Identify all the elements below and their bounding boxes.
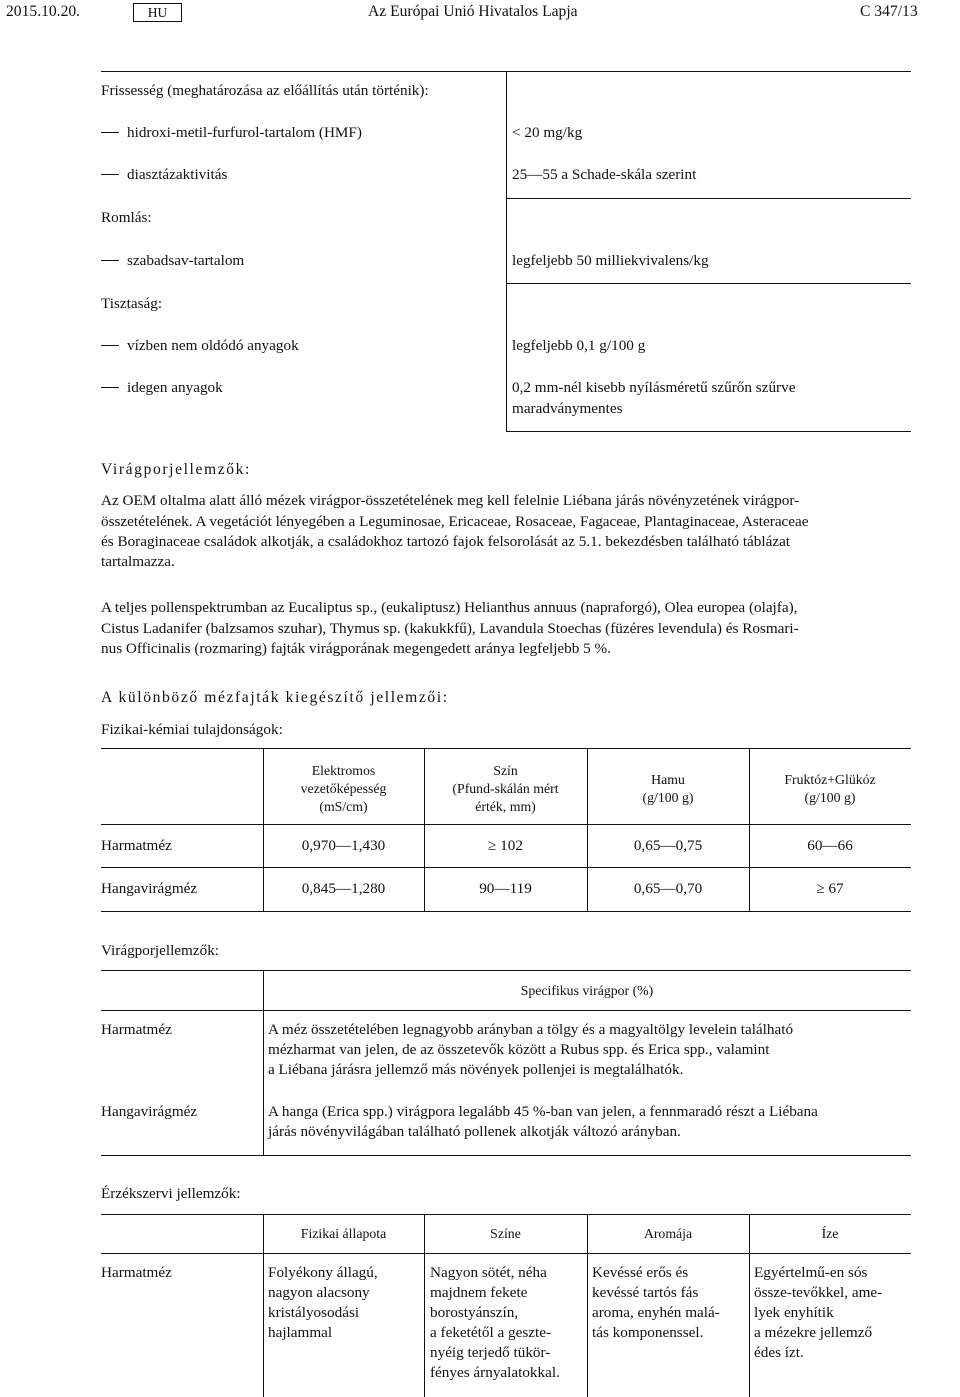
cell-line: édes ízt.	[754, 1344, 804, 1361]
cell-line: a feketétől a geszte-	[430, 1324, 552, 1341]
pollen-paragraph-line: Cistus Ladanifer (balzsamos szuhar), Thymus sp. (kakukkfű), Lavandula Stoechas (füzéres levendula) és Rosmari-	[101, 620, 799, 637]
pollen-paragraph-line: nus Officinalis (rozmaring) fajták virágporának megengedett aránya legfeljebb 5 %.	[101, 640, 611, 657]
cell-line: nagyon alacsony	[268, 1284, 370, 1301]
param-label: hidroxi-metil-furfurol-tartalom (HMF)	[127, 124, 362, 141]
pollen-heading: Virágporjellemzők:	[101, 461, 251, 478]
cell-line: hajlammal	[268, 1324, 333, 1341]
pollen2-table-top-rule	[101, 970, 911, 971]
cell-line: kristályosodási	[268, 1304, 360, 1321]
physchem-table-top-rule	[101, 748, 911, 749]
header-line: (g/100 g)	[642, 790, 694, 805]
cell-line: fényes árnyalatokkal.	[430, 1364, 560, 1381]
pollen-paragraph-line: A teljes pollenspektrumban az Eucaliptus sp., (eukaliptusz) Helianthus annuus (napraforgó), Olea europea (olajfa),	[101, 599, 798, 616]
header-line: Elektromos	[311, 763, 376, 778]
cell-line: borostyánszín,	[430, 1304, 519, 1321]
param-value: 25—55 a Schade-skála szerint	[512, 166, 697, 183]
header-line: Fruktóz+Glükóz	[784, 772, 876, 787]
table-column-divider	[506, 71, 507, 431]
pollen2-text-line: A hanga (Erica spp.) virágpora legalább 45 %-ban van jelen, a fennmaradó részt a Liébana	[268, 1103, 818, 1120]
pollen2-text-line: A méz összetételében legnagyobb arányban a tölgy és a magyaltölgy levelein található	[268, 1021, 794, 1038]
cell-line: nyéig terjedő tükör-	[430, 1344, 551, 1361]
param-label: vízben nem oldódó anyagok	[127, 337, 299, 354]
cell-line: kevéssé tartós fás	[592, 1284, 699, 1301]
physchem-row-rule	[101, 824, 911, 825]
header-line: (Pfund-skálán mért	[452, 781, 559, 796]
param-value: legfeljebb 0,1 g/100 g	[512, 337, 646, 354]
page-number: C 347/13	[860, 3, 918, 20]
pollen2-text-line: mézharmat van jelen, de az összetevők között a Rubus spp. és Erica spp., valamint	[268, 1041, 770, 1058]
header-line: Szín	[493, 763, 518, 778]
pollen2-table-bottom-rule	[101, 1155, 911, 1156]
conductivity-value: 0,845—1,280	[301, 880, 386, 897]
row-rule	[506, 431, 911, 432]
col-header-color	[424, 762, 587, 816]
dash-mark	[101, 132, 119, 133]
cell-line: Kevéssé erős és	[592, 1264, 689, 1281]
param-value: 0,2 mm-nél kisebb nyílásméretű szűrőn szűrve	[512, 379, 796, 396]
header-line: Hamu	[651, 772, 685, 787]
sensory-heading: Érzékszervi jellemzők:	[101, 1185, 241, 1202]
cell-line: a mézekre jellemző	[754, 1324, 873, 1341]
row-name: Harmatméz	[101, 1264, 172, 1281]
header-line: (mS/cm)	[319, 799, 368, 814]
col-header-conductivity	[263, 762, 424, 816]
pollen-paragraph-line: és Boraginaceae családok alkotják, a családokhoz tartozó fajok felsorolását az 5.1. bekezdésben található táblázat	[101, 533, 791, 550]
pollen2-text-line: járás növényvilágában található pollenek alkotják változó arányban.	[268, 1123, 681, 1140]
pollen-paragraph-line: összetételének. A vegetációt lényegében a Leguminosae, Ericaceae, Rosaceae, Fagaceae, Plantaginaceae, Asteraceae	[101, 513, 809, 530]
dash-mark	[101, 345, 119, 346]
pollen2-text-line: a Liébana járásra jellemző más növények pollenjei is megtalálhatók.	[268, 1061, 684, 1078]
sensory-header-state: Fizikai állapota	[300, 1226, 387, 1241]
param-row	[101, 166, 227, 184]
row-rule	[506, 198, 911, 199]
color-value: ≥ 102	[488, 837, 523, 854]
row-name: Harmatméz	[101, 837, 172, 854]
ash-value: 0,65—0,75	[633, 837, 703, 854]
col-header-ash	[587, 771, 749, 807]
pollen-paragraph-line: Az OEM oltalma alatt álló mézek virágpor-összetételének meg kell felelnie Liébana járás növényzetének virágpor-	[101, 492, 800, 509]
dash-mark	[101, 387, 119, 388]
language-badge: HU	[133, 3, 182, 22]
sensory-state-cell	[268, 1263, 378, 1343]
sensory-header-taste: Íze	[821, 1226, 839, 1241]
col-header-sugars	[749, 771, 911, 807]
cell-line: aroma, enyhén malá-	[592, 1304, 720, 1321]
param-label: idegen anyagok	[127, 379, 223, 396]
param-row	[101, 337, 299, 355]
row-name: Hangavirágméz	[101, 1103, 198, 1120]
row-rule	[506, 283, 911, 284]
cell-line: Nagyon sötét, néha	[430, 1264, 547, 1281]
sensory-color-cell	[430, 1263, 560, 1383]
sensory-taste-cell	[754, 1263, 882, 1363]
dash-mark	[101, 174, 119, 175]
sensory-row-rule	[101, 1253, 911, 1254]
param-value: < 20 mg/kg	[512, 124, 583, 141]
row-name: Hangavirágméz	[101, 880, 198, 897]
sensory-aroma-cell	[592, 1263, 720, 1343]
param-row	[101, 379, 223, 397]
header-line: vezetőképesség	[300, 781, 387, 796]
pollen-paragraph-line: tartalmazza.	[101, 553, 175, 570]
pollen2-col-header: Specifikus virágpor (%)	[520, 983, 654, 998]
sensory-header-aroma: Aromája	[643, 1226, 693, 1241]
pollen2-row-rule	[101, 1010, 911, 1011]
color-value: 90—119	[479, 880, 532, 897]
varieties-heading: A különböző mézfajták kiegészítő jellemzői:	[101, 689, 449, 706]
pollen2-heading: Virágporjellemzők:	[101, 942, 220, 959]
param-row	[101, 252, 244, 270]
conductivity-value: 0,970—1,430	[301, 837, 386, 854]
cell-line: majdnem fekete	[430, 1284, 528, 1301]
param-row	[101, 124, 362, 142]
param-label: szabadsav-tartalom	[127, 252, 245, 269]
sensory-header-color: Színe	[490, 1226, 521, 1241]
sensory-table-top-rule	[101, 1214, 911, 1215]
spoilage-heading: Romlás:	[101, 209, 152, 226]
physchem-table-bottom-rule	[101, 911, 911, 912]
param-label: diasztázaktivitás	[127, 166, 228, 183]
purity-heading: Tisztaság:	[101, 295, 163, 312]
row-name: Harmatméz	[101, 1021, 172, 1038]
header-date: 2015.10.20.	[6, 3, 81, 20]
physchem-row-rule	[101, 867, 911, 868]
header-line: érték, mm)	[475, 799, 536, 814]
cell-line: Egyértelmű-en sós	[754, 1264, 868, 1281]
physchem-heading: Fizikai-kémiai tulajdonságok:	[101, 721, 283, 738]
sugar-value: 60—66	[807, 837, 853, 854]
dash-mark	[101, 260, 119, 261]
ash-value: 0,65—0,70	[633, 880, 703, 897]
cell-line: lyek enyhítik	[754, 1304, 834, 1321]
journal-title: Az Európai Unió Hivatalos Lapja	[368, 3, 578, 20]
cell-line: össze-tevőkkel, ame-	[754, 1284, 883, 1301]
cell-line: Folyékony állagú,	[268, 1264, 378, 1281]
cell-line: tás komponenssel.	[592, 1324, 704, 1341]
param-value: legfeljebb 50 milliekvivalens/kg	[512, 252, 709, 269]
header-line: (g/100 g)	[804, 790, 856, 805]
sugar-value: ≥ 67	[816, 880, 844, 897]
freshness-heading: Frissesség (meghatározása az előállítás után történik):	[101, 82, 429, 99]
param-value: maradványmentes	[512, 400, 623, 417]
